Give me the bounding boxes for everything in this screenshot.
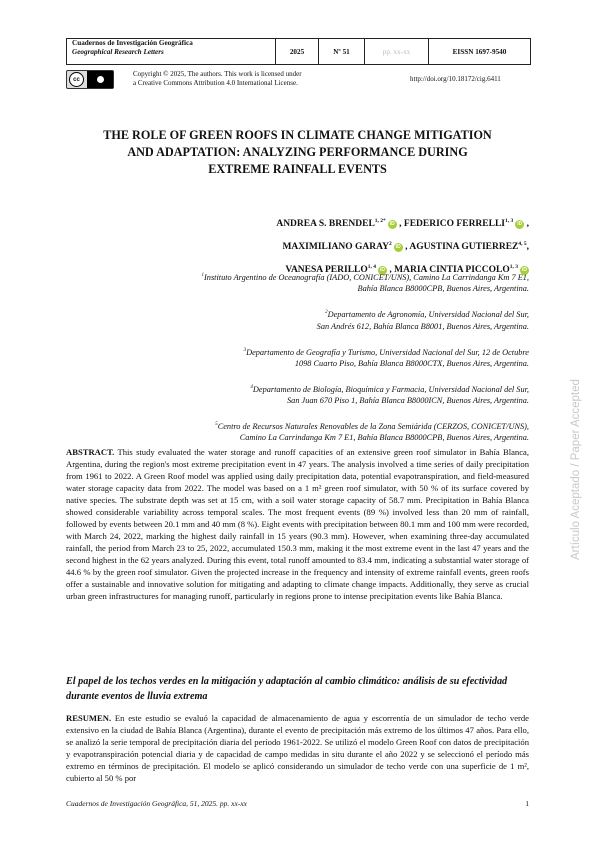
article-title bbox=[66, 127, 529, 178]
affiliation bbox=[89, 382, 529, 407]
affiliation bbox=[89, 270, 529, 295]
affiliation-sup: 3 bbox=[243, 347, 247, 353]
affiliation-line: Instituto Argentino de Oceanografía (IADO, CONICET/UNS), Camino La Carrindanga Km 7 E1, bbox=[204, 272, 529, 282]
abstract-text: This study evaluated the water storage and runoff capacities of an extensive green roof simulator in Bahía Blanca, Argentina, during the region's most extreme precipitation event in 47 years. The analysis involved a time series of daily precipitation from 1961 to 2022. A Green Roof model was applied using daily precipitation data, potential evapotranspiration, and field-measured water storage capacity data from 2022. The model was based on a 1 m² green roof simulator, with 50 % of its surface covered by native species. The substrate depth was set at 15 cm, with a soil water storage capacity of 58.7 mm. Precipitation in Bahía Blanca showed considerable variability across temporal scales. The most frequent events (89 %) involved less than 20 mm of rainfall, followed by events between 20.1 mm and 40 mm (8 %). Eight events with precipitation between 80.1 mm and 100 mm were recorded, with March 24, 2022, marking the highest daily rainfall in 15 years (90.3 mm). However, when examining three-day accumulated rainfall, the period from March 23 to 25, 2022, accumulated 150.3 mm, making it the most extreme event in the last 47 years and the second highest in the 62 years analyzed. During this event, total runoff amounted to 83.4 mm, indicating a substantial water storage of 44.6 % by the green roof simulator. Given the projected increase in the frequency and intensity of extreme rainfall events, green roofs offer a sustainable and innovative solution for mitigating and adapting to climate change impacts. Additionally, they serve as crucial urban green infrastructures for managing runoff, particularly in regions prone to intense precipitation events like Bahía Blanca. bbox=[66, 447, 529, 601]
author-separator: , bbox=[526, 242, 529, 253]
orcid-icon[interactable]: iD bbox=[395, 244, 401, 251]
affiliation-line: San Andrés 612, Bahía Blanca B8001, Buenos Aires, Argentina. bbox=[316, 321, 529, 331]
affiliation-line: Camino La Carrindanga Km 7 E1, Bahía Blanca B8000CPB, Buenos Aires, Argentina. bbox=[239, 433, 529, 443]
affiliation-line: San Juan 670 Piso 1, Bahía Blanca B8000ICN, Buenos Aires, Argentina. bbox=[287, 396, 529, 406]
doi-link[interactable]: http://doi.org/10.18172/cig.6411 bbox=[410, 75, 501, 83]
journal-name: Cuadernos de Investigación Geográfica bbox=[72, 39, 193, 47]
author-line bbox=[89, 211, 529, 234]
orcid-icon[interactable]: iD bbox=[389, 221, 395, 228]
orcid-icon[interactable]: iD bbox=[517, 221, 523, 228]
copyright-line-1: Copyright © 2025, The authors. This work is licensed under bbox=[133, 70, 302, 78]
author-affil-sup: 1, 4 bbox=[367, 264, 377, 271]
affiliation-line: 1098 Cuarto Piso, Bahía Blanca B8000CTX, Buenos Aires, Argentina. bbox=[294, 358, 529, 368]
cc-icon: cc bbox=[69, 72, 84, 87]
journal-number: Nº 51 bbox=[319, 39, 365, 64]
footer-citation: Cuadernos de Investigación Geográfica, 51, 2025. pp. xx-xx bbox=[66, 799, 247, 808]
author-affil-sup: 1, 3 bbox=[505, 218, 514, 224]
affiliation-line: Centro de Recursos Naturales Renovables de la Zona Semiárida (CERZOS, CONICET/UNS), bbox=[217, 421, 529, 431]
affiliation bbox=[89, 419, 529, 444]
resumen-label: RESUMEN. bbox=[66, 713, 112, 723]
journal-header-table bbox=[66, 38, 531, 65]
author-name: AGUSTINA GUTIERREZ bbox=[409, 242, 519, 253]
author-affil-sup: 1, 2* bbox=[374, 218, 386, 224]
affiliation-line: Departamento de Agronomía, Universidad Nacional del Sur, bbox=[327, 310, 529, 320]
author-separator: , bbox=[387, 265, 395, 276]
affiliation-sup: 5 bbox=[215, 422, 218, 428]
spanish-title: El papel de los techos verdes en la mitigación y adaptación al cambio climático: análisis de su efectividad durante eventos de lluvia extrema bbox=[66, 676, 508, 702]
by-attribution-icon bbox=[87, 71, 113, 88]
affiliation-sup: 1 bbox=[201, 273, 205, 278]
affiliation bbox=[89, 345, 529, 370]
journal-pages: pp. xx-xx bbox=[365, 39, 429, 64]
page-number: 1 bbox=[525, 799, 529, 808]
creative-commons-logo[interactable] bbox=[66, 70, 114, 89]
affiliation-line: Departamento de Geografía y Turismo, Universidad Nacional del Sur, 12 de Octubre bbox=[246, 347, 529, 357]
author-separator: , bbox=[402, 242, 410, 253]
author-line bbox=[89, 234, 529, 257]
journal-name-cell bbox=[67, 39, 276, 64]
journal-subtitle: Geographical Research Letters bbox=[72, 48, 164, 56]
author-separator: , bbox=[396, 219, 404, 230]
author-affil-sup: 4, 5 bbox=[518, 241, 527, 248]
author-affil-sup: 2 bbox=[389, 241, 392, 248]
resumen-text: En este estudio se evaluó la capacidad de almacenamiento de agua y escorrentía de un simulador de techo verde extensivo en la ciudad de Bahía Blanca (Argentina), durante el evento de precipitación más extremo de los últimos 47 años. Para ello, se analizó la serie temporal de precipitación diaria del período 1961-2022. Se utilizó el modelo Green Roof con datos de precipitación y evapotranspiración potencial diaria y de capacidad de campo medidas in situ durante el año 2022 y se seleccionó el período más extremo en términos de precipitación. El modelo se aplicó considerando un simulador de techo verde con una superficie de 1 m², cubierto al 50 % por bbox=[66, 713, 529, 783]
author-name: MAXIMILIANO GARAY bbox=[282, 242, 389, 253]
author-name: MARIA CINTIA PICCOLO bbox=[394, 265, 510, 276]
affiliation-sup: 2 bbox=[325, 310, 328, 316]
author-affil-sup: 1, 3 bbox=[509, 264, 518, 271]
affiliation-list bbox=[89, 270, 529, 456]
title-line-3: EXTREME RAINFALL EVENTS bbox=[208, 162, 387, 176]
title-line-2: AND ADAPTATION: ANALYZING PERFORMANCE DURING bbox=[127, 145, 468, 159]
orcid-icon[interactable]: iD bbox=[522, 267, 527, 274]
abstract bbox=[66, 446, 529, 602]
resumen bbox=[66, 712, 529, 784]
abstract-label: ABSTRACT. bbox=[66, 447, 115, 457]
author-name: FEDERICO FERRELLI bbox=[403, 219, 505, 230]
copyright-line-2: a Creative Commons Attribution 4.0 International License. bbox=[133, 79, 298, 87]
journal-year: 2025 bbox=[276, 39, 319, 64]
orcid-icon[interactable]: iD bbox=[380, 267, 386, 274]
author-name: ANDREA S. BRENDEL bbox=[276, 219, 375, 230]
affiliation-sup: 4 bbox=[250, 384, 253, 390]
accepted-stamp: Artículo Aceptado / Paper Accepted bbox=[570, 379, 582, 560]
title-line-1: THE ROLE OF GREEN ROOFS IN CLIMATE CHANGE MITIGATION bbox=[103, 128, 492, 142]
author-separator: , bbox=[524, 219, 529, 230]
affiliation-line: Departamento de Biología, Bioquímica y Farmacia, Universidad Nacional del Sur, bbox=[252, 384, 529, 394]
affiliation-line: Bahía Blanca B8000CPB, Buenos Aires, Argentina. bbox=[357, 284, 529, 294]
author-name: VANESA PERILLO bbox=[285, 265, 368, 276]
copyright-notice bbox=[133, 70, 343, 88]
page-footer bbox=[66, 799, 529, 808]
journal-issn: EISSN 1697-9540 bbox=[452, 47, 507, 56]
affiliation bbox=[89, 307, 529, 332]
